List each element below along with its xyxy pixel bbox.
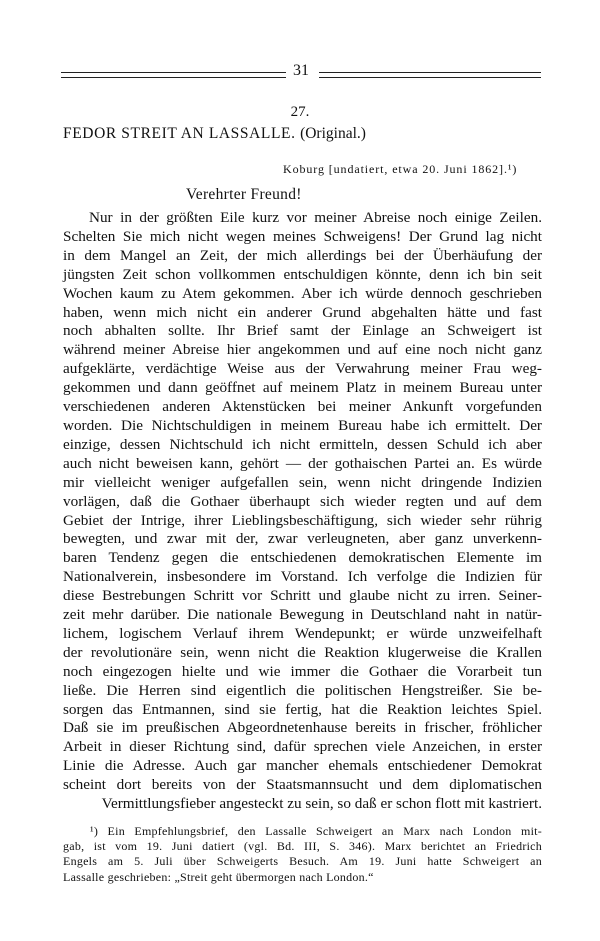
footnote xyxy=(63,824,542,885)
body-line: Nur in der größten Eile kurz vor meiner Abreise noch einige Zeilen. xyxy=(89,209,542,226)
body-line: gekommen und dann geöffnet auf meinem Platz in meinem Bureau unter xyxy=(63,379,542,397)
document-number: 27. xyxy=(290,104,310,120)
body-line: Gebiet der Intrige, ihrer Lieblingsbeschäftigung, sich wieder sehr rührig xyxy=(63,511,542,529)
header-rule-right xyxy=(319,72,541,78)
body-line: Vermittlungsfieber angesteckt zu sein, so daß er schon flott mit kastriert. xyxy=(101,795,542,813)
body-line: der revolutionäre sein, wenn nicht die Reaktion klugerweise die Krallen xyxy=(63,643,542,661)
body-line: Wochen kaum zu Atem gekommen. Aber ich würde dennoch geschrieben xyxy=(63,284,542,302)
body-line: einzige, dessen Nichtschuld ich nicht ermitteln, dessen Schuld ich aber xyxy=(63,435,542,453)
body-line: noch abhalten sollte. Ihr Brief samt der Einlage an Schweigert ist xyxy=(63,322,542,340)
body-line: auch nicht beweisen kann, gehört — der gothaischen Partei an. Es würde xyxy=(63,454,542,472)
body-line: Nationalverein, insbesondere im Vorstand. Ich verfolge die Indizien für xyxy=(63,568,542,586)
body-line: vorlägen, daß die Gothaer überhaupt sich wieder regten und auf dem xyxy=(63,492,542,510)
body-line: haben, wenn mich nicht ein anderer Grund abgehalten hätte und fast xyxy=(63,303,542,321)
body-line: aufgeklärte, verdächtige Weise aus der Verwahrung meiner Frau weg- xyxy=(63,360,542,378)
body-line: ließe. Die Herren sind eigentlich die politischen Hengstreißer. Sie be- xyxy=(63,681,542,699)
running-header xyxy=(61,62,541,84)
body-line: Linie die Adresse. Auch gar mancher ehemals entschiedener Demokrat xyxy=(63,757,542,775)
body-line: worden. Die Nichtschuldigen in meinem Bureau habe ich ermittelt. Der xyxy=(63,416,542,434)
footnote-line: Engels am 5. Juli über Schweigerts Besuch. Am 19. Juni hatte Schweigert an xyxy=(63,854,542,869)
footnote-line: ¹) Ein Empfehlungsbrief, den Lassalle Schweigert an Marx nach London mit- xyxy=(90,824,542,838)
body-line: Daß sie im preußischen Abgeordnetenhause bereits in frischer, fröhlicher xyxy=(63,719,542,737)
body-line: sorgen das Entmannen, sind sie fertig, hat die Reaktion leichtes Spiel. xyxy=(63,700,542,718)
body-line: scheint dort bereits von der Staatsmannsucht und dem diplomatischen xyxy=(63,776,542,794)
page-number: 31 xyxy=(293,62,309,79)
header-rule-left xyxy=(61,72,286,78)
footnote-line: gab, ist vom 19. Juni datiert (vgl. Bd. III, S. 346). Marx berichtet an Friedrich xyxy=(63,839,542,854)
body-line: bewegten, und zwar mit der, zwar verleugneten, aber ganz unverkenn- xyxy=(63,530,542,548)
body-line: verschiedenen anderen Aktenstücken bei meiner Ankunft vorgefunden xyxy=(63,398,542,416)
body-line: mir vielleicht weniger aufgefallen sein, wenn nicht dringende Indizien xyxy=(63,473,542,491)
letter-salutation: Verehrter Freund! xyxy=(186,186,302,203)
body-line: noch eingezogen hielte und wie immer die Gothaer die Vorarbeit tun xyxy=(63,662,542,680)
letter-dateline: Koburg [undatiert, etwa 20. Juni 1862].¹) xyxy=(283,162,518,176)
body-line: jüngsten Zeit schon vollkommen entschuldigen könnte, denn ich bin seit xyxy=(63,265,542,283)
body-line: lichem, logischem Verlauf ihrem Wendepunkt; er würde unzweifelhaft xyxy=(63,624,542,642)
footnote-line: Lassalle geschrieben: „Streit geht übermorgen nach London.“ xyxy=(63,869,374,884)
body-line: diese Bestrebungen Schritt vor Schritt und glaube nicht zu irren. Seiner- xyxy=(63,587,542,605)
body-line: Arbeit in dieser Richtung sind, dafür sprechen viele Anzeichen, in erster xyxy=(63,738,542,756)
body-line: während meiner Abreise hier angekommen und auf eine noch nicht ganz xyxy=(63,341,542,359)
body-line: Schelten Sie mich nicht wegen meines Schweigens! Der Grund lag nicht xyxy=(63,227,542,245)
letter-title-note: (Original.) xyxy=(300,125,366,142)
body-line: baren Tendenz gegen die entschiedenen demokratischen Elemente im xyxy=(63,549,542,567)
letter-title-text: FEDOR STREIT AN LASSALLE. xyxy=(63,125,296,142)
body-line: in dem Mangel an Zeit, der mich allerdings bei der Überhäufung der xyxy=(63,246,542,264)
letter-body xyxy=(63,209,542,814)
letter-title xyxy=(63,125,366,143)
body-line: zeit mehr darüber. Die nationale Bewegung in Deutschland naht in natür- xyxy=(63,606,542,624)
